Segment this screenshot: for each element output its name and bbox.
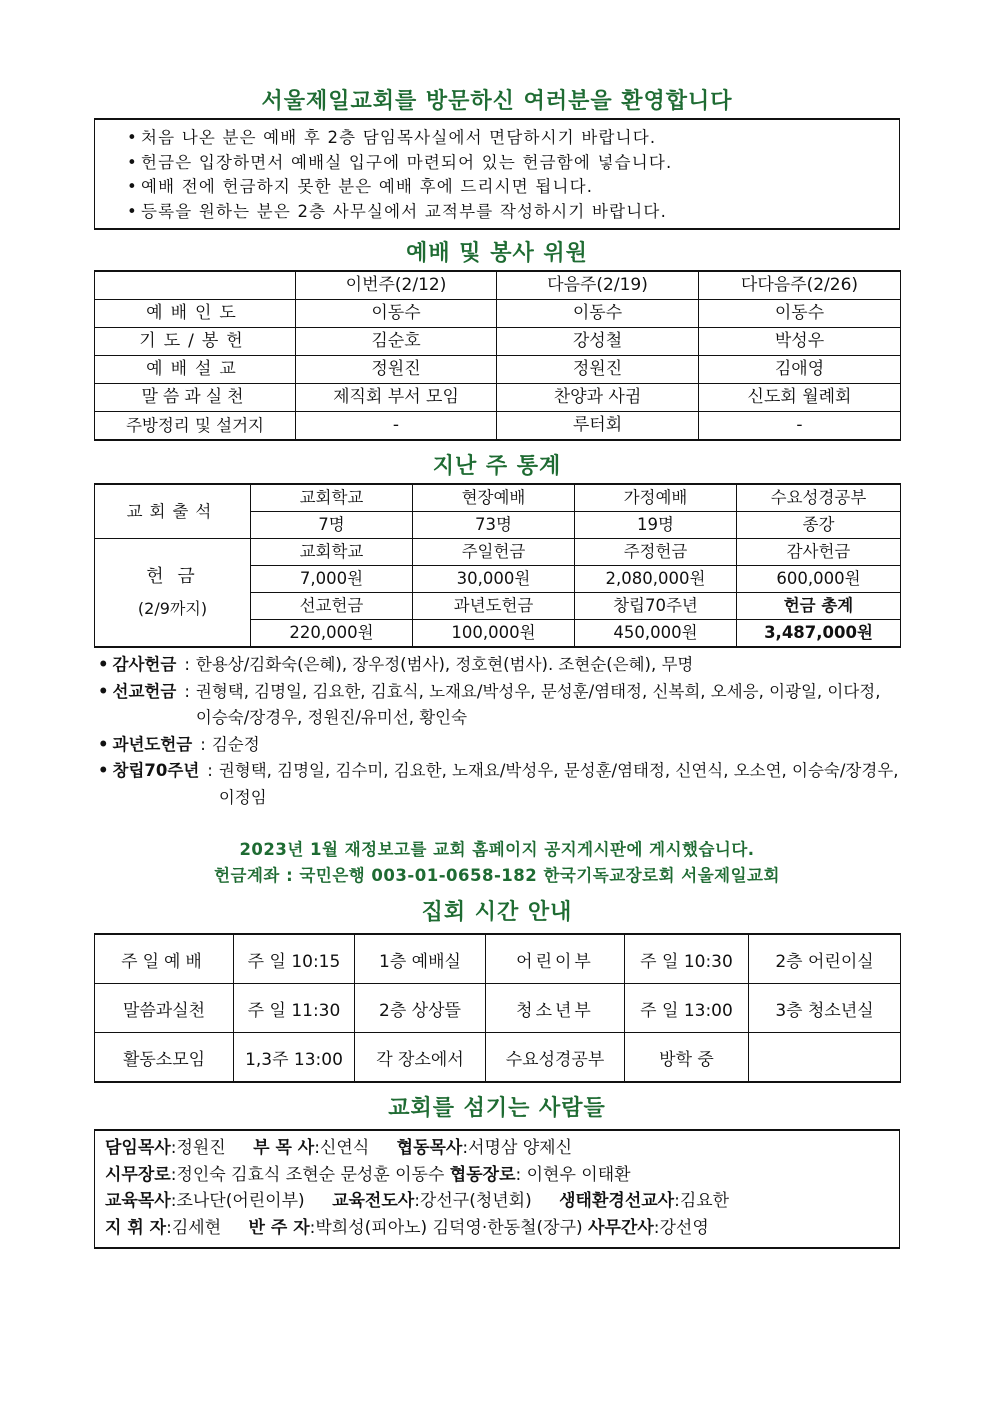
- staff-line: 지 휘 자:김세현 반 주 자:박희성(피아노) 김덕영·한동철(장구) 사무간사:강선영: [105, 1217, 709, 1238]
- offering-label-cell: [95, 539, 251, 648]
- offering-total-label: 헌금 총계: [737, 593, 901, 620]
- offering-period: (2/9까지): [137, 598, 208, 618]
- table-cell: 1층 예배실: [355, 934, 486, 984]
- table-cell: 김순호: [296, 328, 497, 356]
- table-cell: 2층 어린이실: [749, 934, 901, 984]
- staff-box: [94, 1129, 900, 1249]
- table-row: [95, 984, 901, 1033]
- service-header-cell: [95, 271, 296, 300]
- donor-category: • 감사헌금: [98, 655, 177, 674]
- welcome-title: 서울제일교회를 방문하신 여러분을 환영합니다: [261, 89, 733, 114]
- list-item: • 과년도헌금 : 김순정: [94, 732, 900, 759]
- welcome-item: • 헌금은 입장하면서 예배실 입구에 마련되어 있는 헌금함에 넣습니다.: [141, 151, 899, 176]
- table-cell: 루터회: [497, 412, 699, 441]
- donor-category: • 선교헌금: [98, 681, 177, 701]
- table-cell: 청소년부: [486, 984, 625, 1033]
- service-header-cell: 이번주(2/12): [296, 271, 497, 300]
- table-cell: 7명: [251, 512, 413, 539]
- table-cell: 어린이부: [486, 934, 625, 984]
- table-cell: 활동소모임: [95, 1033, 234, 1083]
- service-role-label: 말씀과실천: [95, 384, 296, 412]
- table-cell: 이동수: [699, 300, 901, 328]
- offering-label: 헌 금: [146, 565, 199, 587]
- staff-line: 시무장로:정인숙 김효식 조현순 문성훈 이동수 협동장로: 이현우 이태환: [105, 1164, 631, 1185]
- list-item: • 선교헌금 : 권형택, 김명일, 김요한, 김효식, 노재요/박성우, 문성훈/염태정, 신복희, 오세응, 이광일, 이다정, 이승숙/장경우, 정원진/유미선, 황인숙: [94, 679, 900, 732]
- table-row: [95, 356, 901, 384]
- table-cell: 수요성경공부: [486, 1033, 625, 1083]
- service-header-cell: 다다음주(2/26): [699, 271, 901, 300]
- list-item: • 창립70주년 : 권형택, 김명일, 김수미, 김요한, 노재요/박성우, 문성훈/염태정, 신연식, 오소연, 이승숙/장경우, 이정임: [94, 758, 900, 811]
- table-cell: 교회학교: [251, 484, 413, 512]
- table-cell: 제직회 부서 모임: [296, 384, 497, 412]
- finance-notice: [94, 837, 900, 889]
- table-cell: 창립70주년: [575, 593, 737, 620]
- service-header-row: [95, 271, 901, 300]
- table-row: [95, 934, 901, 984]
- table-cell: -: [699, 412, 901, 441]
- table-row: [95, 384, 901, 412]
- donor-names: 한용상/김화숙(은혜), 장우정(범사), 정호현(범사). 조현순(은혜), 무명: [195, 655, 694, 674]
- welcome-box: [94, 118, 900, 230]
- table-row: [95, 328, 901, 356]
- table-cell: 현장예배: [413, 484, 575, 512]
- table-cell: 선교헌금: [251, 593, 413, 620]
- table-cell: 가정예배: [575, 484, 737, 512]
- table-cell: 73명: [413, 512, 575, 539]
- table-cell: 김애영: [699, 356, 901, 384]
- table-cell: 찬양과 사귐: [497, 384, 699, 412]
- notice-report: 2023년 1월 재정보고를 교회 홈페이지 공지게시판에 게시했습니다.: [239, 840, 755, 859]
- table-row: [95, 300, 901, 328]
- table-cell: 3층 청소년실: [749, 984, 901, 1033]
- table-cell: 주일예배: [95, 934, 234, 984]
- service-header-cell: 다음주(2/19): [497, 271, 699, 300]
- table-cell: 100,000원: [413, 620, 575, 648]
- stats-title: 지난 주 통계: [432, 454, 562, 479]
- table-cell: 19명: [575, 512, 737, 539]
- table-cell: 이동수: [296, 300, 497, 328]
- table-cell: -: [296, 412, 497, 441]
- table-cell: 강성철: [497, 328, 699, 356]
- table-cell: 주 일 11:30: [234, 984, 355, 1033]
- service-role-label: 기도/봉헌: [95, 328, 296, 356]
- table-cell: 220,000원: [251, 620, 413, 648]
- table-cell: 주일헌금: [413, 539, 575, 566]
- table-cell: 정원진: [296, 356, 497, 384]
- donor-names: 김순정: [211, 734, 260, 754]
- service-table: [94, 270, 901, 441]
- service-role-label: 주방정리 및 설거지: [95, 412, 296, 441]
- attendance-label: 교회출석: [95, 484, 251, 539]
- table-cell: 방학 중: [625, 1033, 749, 1083]
- table-cell: 2,080,000원: [575, 566, 737, 593]
- meetings-title: 집회 시간 안내: [421, 900, 573, 925]
- table-cell: 주정헌금: [575, 539, 737, 566]
- table-cell: 과년도헌금: [413, 593, 575, 620]
- table-cell: [749, 1033, 901, 1083]
- offering-total-value: 3,487,000원: [737, 620, 901, 648]
- donor-list: [94, 652, 900, 811]
- table-cell: 주 일 10:30: [625, 934, 749, 984]
- donor-category: • 과년도헌금: [98, 734, 193, 754]
- table-cell: 정원진: [497, 356, 699, 384]
- list-item: • 감사헌금 : 한용상/김화숙(은혜), 장우정(범사), 정호현(범사). 조현순(은혜), 무명: [94, 652, 900, 679]
- notice-account: 헌금계좌 : 국민은행 003-01-0658-182 한국기독교장로회 서울제일교회: [214, 866, 780, 885]
- table-cell: 주 일 10:15: [234, 934, 355, 984]
- staff-line: 담임목사:정원진 부 목 사:신연식 협동목사:서명삼 양제신: [105, 1138, 573, 1158]
- service-title: 예배 및 봉사 위원: [406, 241, 588, 266]
- welcome-item: • 처음 나온 분은 예배 후 2층 담임목사실에서 면담하시기 바랍니다.: [141, 126, 899, 151]
- service-role-label: 예배인도: [95, 300, 296, 328]
- donor-names: 권형택, 김명일, 김요한, 김효식, 노재요/박성우, 문성훈/염태정, 신복희, 오세응, 이광일, 이다정, 이승숙/장경우, 정원진/유미선, 황인숙: [195, 681, 881, 727]
- table-cell: 감사헌금: [737, 539, 901, 566]
- table-row: [95, 1033, 901, 1083]
- welcome-item: • 등록을 원하는 분은 2층 사무실에서 교적부를 작성하시기 바랍니다.: [141, 200, 899, 225]
- welcome-item: • 예배 전에 헌금하지 못한 분은 예배 후에 드리시면 됩니다.: [141, 175, 899, 200]
- table-cell: 1,3주 13:00: [234, 1033, 355, 1083]
- table-row: [95, 484, 901, 512]
- table-cell: 교회학교: [251, 539, 413, 566]
- table-cell: 박성우: [699, 328, 901, 356]
- table-cell: 종강: [737, 512, 901, 539]
- table-cell: 7,000원: [251, 566, 413, 593]
- table-row: [95, 412, 901, 441]
- table-cell: 600,000원: [737, 566, 901, 593]
- staff-title: 교회를 섬기는 사람들: [388, 1096, 606, 1121]
- staff-line: 교육목사:조나단(어린이부) 교육전도사:강선구(청년회) 생태환경선교사:김요한: [105, 1191, 730, 1211]
- table-cell: 주 일 13:00: [625, 984, 749, 1033]
- table-cell: 이동수: [497, 300, 699, 328]
- meetings-table: [94, 933, 901, 1083]
- table-cell: 450,000원: [575, 620, 737, 648]
- table-cell: 각 장소에서: [355, 1033, 486, 1083]
- table-cell: 2층 상상뜰: [355, 984, 486, 1033]
- stats-table: [94, 483, 901, 648]
- table-cell: 30,000원: [413, 566, 575, 593]
- donor-names: 권형택, 김명일, 김수미, 김요한, 노재요/박성우, 문성훈/염태정, 신연식, 오소연, 이승숙/장경우, 이정임: [218, 761, 899, 807]
- table-row: [95, 539, 901, 566]
- table-cell: 신도회 월례회: [699, 384, 901, 412]
- service-role-label: 예배설교: [95, 356, 296, 384]
- table-cell: 수요성경공부: [737, 484, 901, 512]
- table-cell: 말씀과실천: [95, 984, 234, 1033]
- donor-category: • 창립70주년: [98, 761, 200, 780]
- bulletin-page: [94, 86, 900, 1249]
